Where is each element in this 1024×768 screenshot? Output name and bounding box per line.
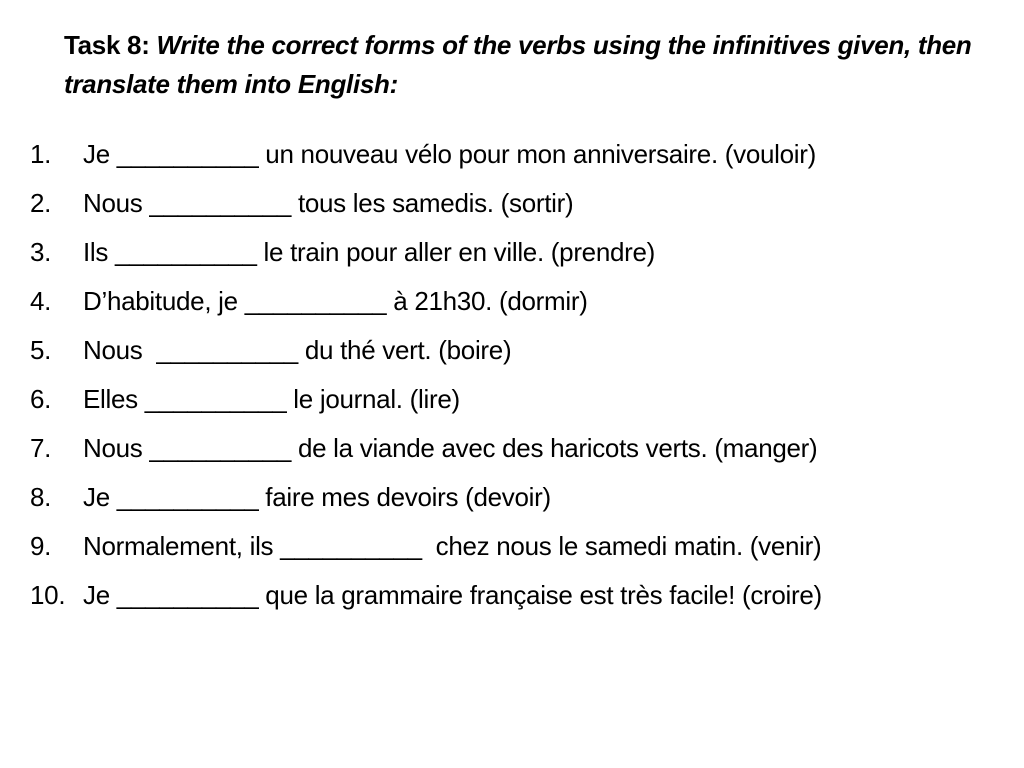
exercise-item bbox=[30, 575, 1000, 615]
exercise-sentence: Nous __________ tous les samedis. (sortir) bbox=[83, 188, 574, 218]
exercise-item bbox=[30, 330, 1000, 370]
exercise-item bbox=[30, 183, 1000, 223]
exercise-item bbox=[30, 379, 1000, 419]
exercise-number: 6. bbox=[30, 384, 52, 414]
exercise-item bbox=[30, 526, 1000, 566]
exercise-number: 2. bbox=[30, 188, 52, 218]
exercise-sentence: D’habitude, je __________ à 21h30. (dormir) bbox=[83, 286, 588, 316]
exercise-sentence: Normalement, ils __________ chez nous le samedi matin. (venir) bbox=[83, 531, 822, 561]
exercise-item bbox=[30, 477, 1000, 517]
exercise-sentence: Je __________ faire mes devoirs (devoir) bbox=[83, 482, 551, 512]
exercise-sentence: Je __________ que la grammaire française est très facile! (croire) bbox=[83, 580, 822, 610]
exercise-number: 10. bbox=[30, 580, 66, 610]
exercise-sentence: Ils __________ le train pour aller en ville. (prendre) bbox=[83, 237, 656, 267]
exercise-number: 3. bbox=[30, 237, 52, 267]
exercise-number: 8. bbox=[30, 482, 52, 512]
exercise-number: 4. bbox=[30, 286, 52, 316]
exercise-sentence: Nous __________ du thé vert. (boire) bbox=[83, 335, 512, 365]
task-label: Task 8: bbox=[64, 30, 150, 60]
exercise-item bbox=[30, 232, 1000, 272]
exercise-number: 1. bbox=[30, 139, 52, 169]
task-instruction: Write the correct forms of the verbs using the infinitives given, then translate them into English: bbox=[64, 30, 972, 99]
exercise-item bbox=[30, 134, 1000, 174]
exercise-number: 9. bbox=[30, 531, 52, 561]
exercise-sentence: Je __________ un nouveau vélo pour mon anniversaire. (vouloir) bbox=[83, 139, 817, 169]
exercise-sentence: Elles __________ le journal. (lire) bbox=[83, 384, 460, 414]
exercise-sentence: Nous __________ de la viande avec des haricots verts. (manger) bbox=[83, 433, 818, 463]
exercise-item bbox=[30, 281, 1000, 321]
exercise-number: 7. bbox=[30, 433, 52, 463]
task-heading bbox=[64, 26, 984, 104]
exercise-number: 5. bbox=[30, 335, 52, 365]
exercise-list bbox=[30, 134, 1000, 624]
exercise-item bbox=[30, 428, 1000, 468]
